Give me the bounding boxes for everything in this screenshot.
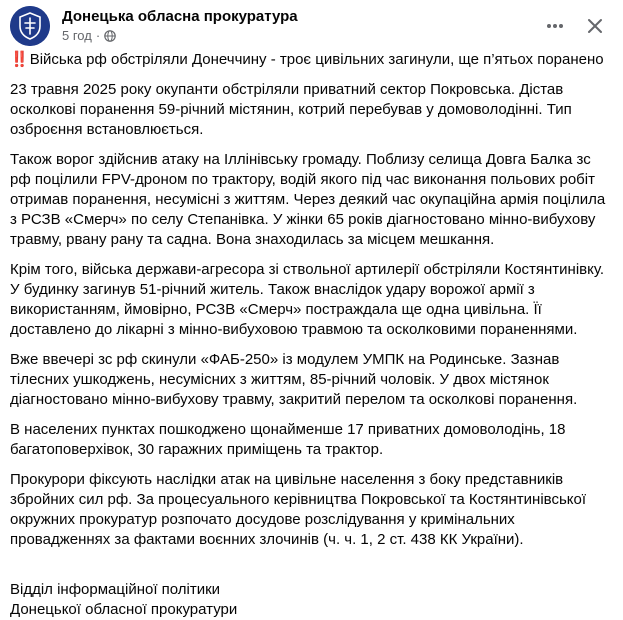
post-paragraph: 23 травня 2025 року окупанти обстріляли приватний сектор Покровська. Дістав осколкові поранення 59-річний містянин, котрий перебував у домоволодінні. Тип озброєння встановлюється.	[10, 81, 572, 138]
post-paragraph: Вже ввечері зс рф скинули «ФАБ-250» із модулем УМПК на Родинське. Зазнав тілесних ушкоджень, несумісних з життям, 85-річний чоловік. У двох містянок діагностовано мінно-вибухову травму, закритий перелом та осколкові поранення.	[10, 351, 578, 408]
post-paragraph: Прокурори фіксують наслідки атак на цивільне населення з боку представників збройних сил рф. За процесуального керівництва Покровської та Костянтинівської окружних прокуратур розпочато досудове розслідування у кримінальних провадженнях за фактами воєнних злочинів (ч. ч. 1, 2 ст. 438 КК України).	[10, 471, 587, 548]
close-icon	[586, 17, 604, 35]
page-avatar[interactable]	[10, 6, 50, 46]
post-headline	[10, 50, 613, 70]
post-paragraph: В населених пунктах пошкоджено щонайменше 17 приватних домоволодінь, 18 багатоповерхівок, 30 гаражних приміщень та трактор.	[10, 421, 566, 458]
post-meta	[62, 28, 116, 43]
post-body	[10, 50, 613, 620]
page-name[interactable]: Донецька обласна прокуратура	[62, 8, 298, 25]
double-exclamation-icon: ‼️	[10, 51, 27, 68]
more-options-button[interactable]	[541, 12, 569, 40]
ukraine-flag-icon	[10, 564, 26, 575]
post-header	[10, 6, 613, 46]
signature-line-1: Відділ інформаційної політики	[10, 581, 221, 598]
signature-line	[10, 560, 613, 580]
close-button[interactable]	[581, 12, 609, 40]
prosecutor-emblem-icon	[10, 6, 50, 46]
more-horizontal-icon	[545, 16, 565, 36]
globe-icon	[104, 30, 116, 42]
headline-text: Війська рф обстріляли Донеччину - троє цивільних загинули, ще п’ятьох поранено	[29, 51, 604, 68]
meta-separator: ·	[95, 28, 101, 43]
post-paragraph: Крім того, війська держави-агресора зі ствольної артилерії обстріляли Костянтинівку. У будинку загинув 51-річний житель. Також внаслідок удару ворожої армії з використанням, ймовірно, РСЗВ «Смерч» постраждала ще одна цивільна. Її доставлено до лікарні з мінно-вибуховою травмою та осколковими пораненнями.	[10, 261, 605, 338]
signature-line-2: Донецької обласної прокуратури	[10, 601, 238, 618]
post-time[interactable]: 5 год	[62, 28, 92, 43]
post-signature	[10, 560, 613, 620]
post-paragraph: Також ворог здійснив атаку на Іллінівську громаду. Поблизу селища Довга Балка зс рф поцілили FPV-дроном по трактору, водій якого під час виконання польових робіт отримав поранення, несумісні з життям. Через деякий час окупаційна армія поцілила з РСЗВ «Смерч» по селу Степанівка. У жінки 65 років діагностовано мінно-вибухову травму, рвану рану та садна. Вона знаходилась за місцем мешкання.	[10, 151, 606, 248]
